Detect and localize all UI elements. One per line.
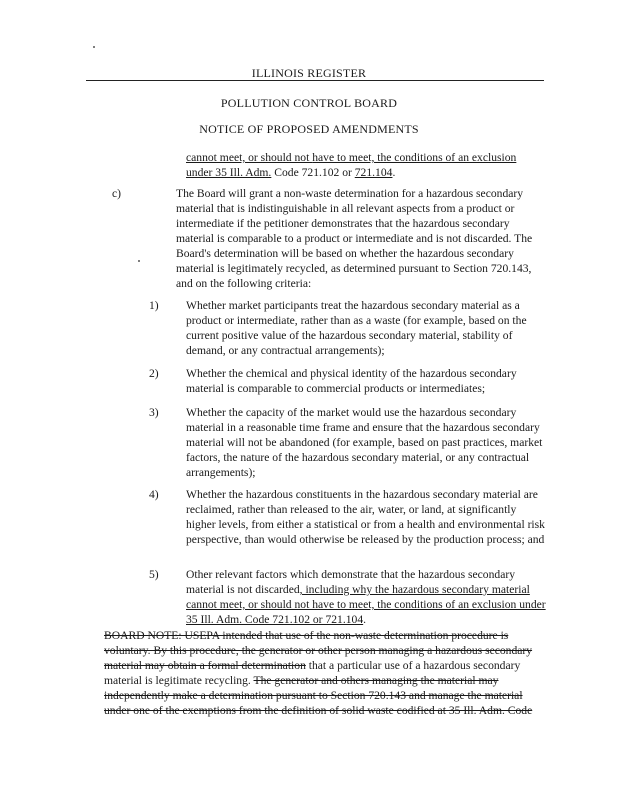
board-title: POLLUTION CONTROL BOARD	[220, 96, 398, 110]
criterion-5-text: Other relevant factors which demonstrate that the hazardous secondary material is not discarded, including why the hazardous secondary material cannot meet, or should not have to meet, the conditions of an exclusion under 35 Ill. Adm. Code 721.102 or 721.104.	[186, 568, 546, 626]
criterion-2-number: 2)	[149, 367, 159, 380]
criterion-4-number: 4)	[149, 488, 159, 501]
notice-title: NOTICE OF PROPOSED AMENDMENTS	[199, 122, 419, 136]
margin-mark	[138, 260, 140, 262]
scan-speck	[93, 46, 95, 48]
criterion-2-text: Whether the chemical and physical identity of the hazardous secondary material is comparable to commercial products or intermediates;	[186, 367, 517, 395]
criterion-5-number: 5)	[149, 568, 159, 581]
section-c-label: c)	[112, 187, 122, 200]
criterion-3-number: 3)	[149, 406, 159, 419]
register-title: ILLINOIS REGISTER	[0, 66, 618, 81]
criterion-1-number: 1)	[149, 299, 159, 312]
continuation-text: cannot meet, or should not have to meet, the conditions of an exclusion under 35 Ill. Adm. Code 721.102 or 721.104.	[186, 151, 517, 179]
criterion-4-text: Whether the hazardous constituents in the hazardous secondary material are reclaimed, rather than released to the air, water, or land, at significantly higher levels, from either a statistical or from a health and environmental risk perspective, than would otherwise be released by the production process; and	[186, 488, 545, 546]
criterion-1-text: Whether market participants treat the hazardous secondary material as a product or intermediate, rather than as a waste (for example, based on the current positive value of the hazardous secondary material, stability of demand, or any contractual arrangements);	[186, 299, 527, 357]
section-c-text: The Board will grant a non-waste determination for a hazardous secondary material that is indistinguishable in all relevant aspects from a product or intermediate if the petitioner demonstrates that the hazardous secondary material is comparable to a product or intermediate and is not discarded. The Board's determination will be based on whether the hazardous secondary material is legitimately recycled, as determined pursuant to Section 720.143, and on the following criteria:	[176, 187, 533, 290]
criterion-3-text: Whether the capacity of the market would use the hazardous secondary material in a reasonable time frame and ensure that the hazardous secondary material will not be abandoned (for example, based on past practices, market factors, the nature of the hazardous secondary material, or any contractual arrangements);	[186, 406, 543, 479]
board-note: BOARD NOTE: USEPA intended that use of the non-waste determination procedure is voluntary. By this procedure, the generator or other person managing a hazardous secondary material may obtain a formal determination that a particular use of a hazardous secondary material is legitimate recycling. The generator and others managing the material may independently make a determination pursuant to Section 720.143 and manage the material under one of the exemptions from the definition of solid waste codified at 35 Ill. Adm. Code	[104, 629, 533, 717]
